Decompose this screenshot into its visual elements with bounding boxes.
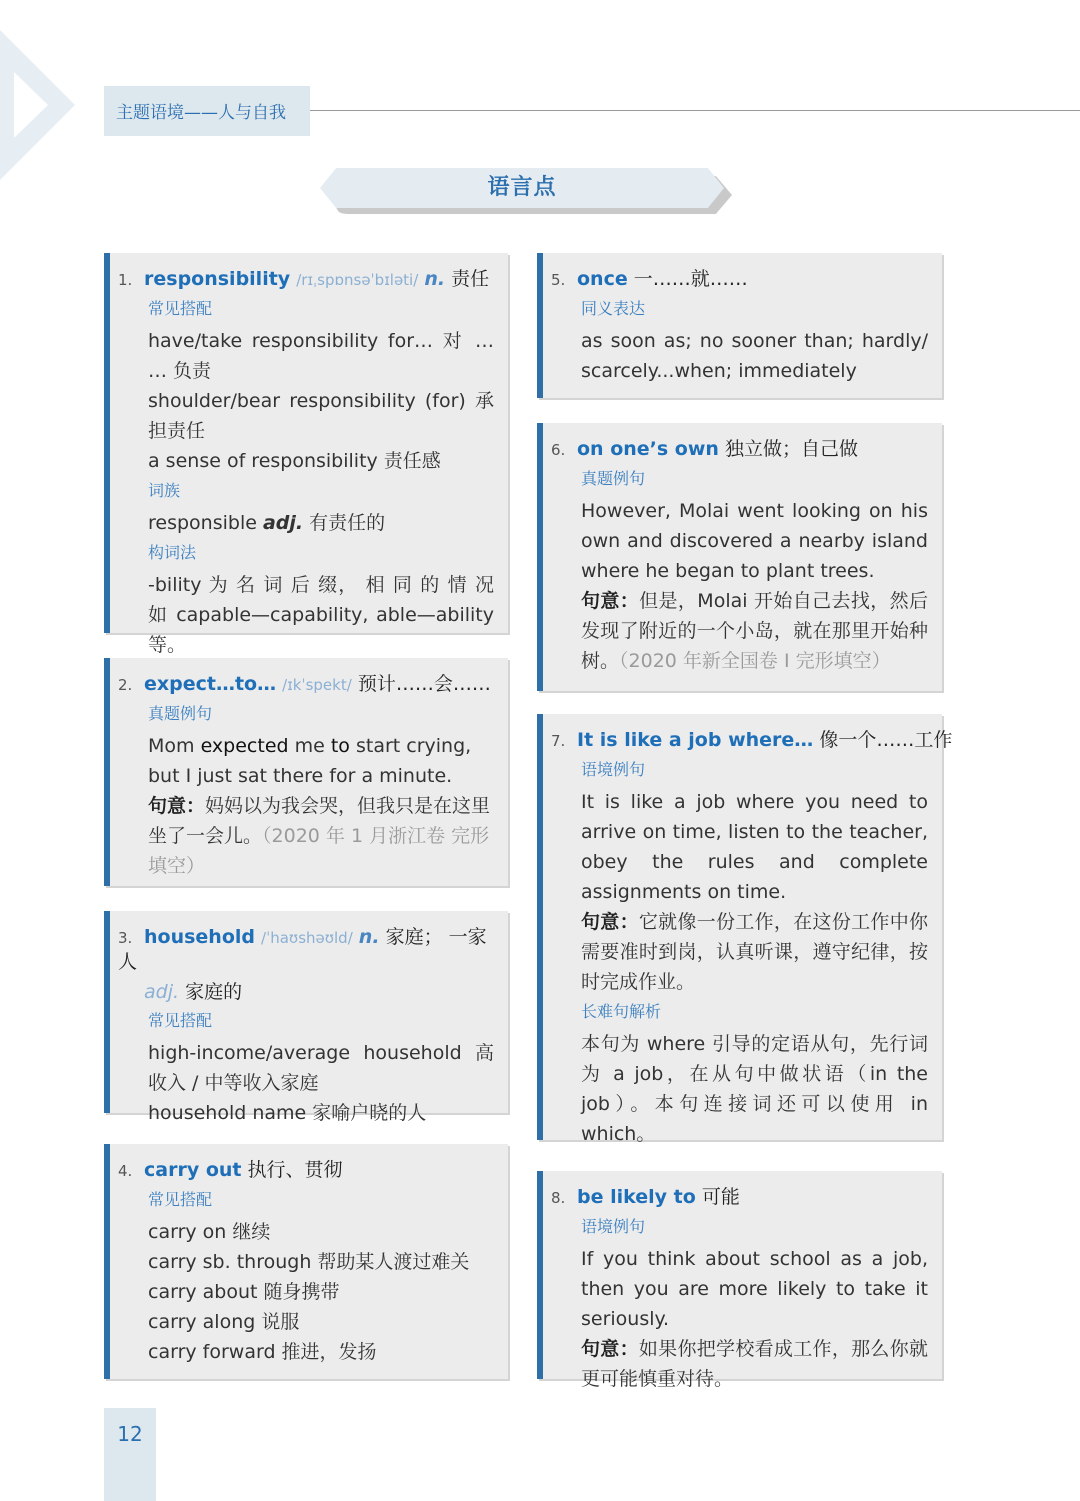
word-formation: -bility 为 名 词 后 缀， 相 同 的 情 况 如 capable—capability, able—ability 等。 <box>148 574 494 656</box>
meaning: 一……就…… <box>633 268 748 290</box>
collocation: shoulder/bear responsibility (for) 承担责任 <box>148 390 494 442</box>
text: 如果你把学校看成工作，那么你就更可能慎重对待。 <box>581 1338 928 1390</box>
entry-number: 6. <box>551 441 566 459</box>
vocab-card-3 <box>104 911 508 1124</box>
source: （2020 年 1 月浙江卷 完形填空） <box>148 825 490 877</box>
text: 妈妈以为我会哭，但我只是在这里坐了一会儿。 <box>148 795 491 847</box>
example-sentence: It is like a job where you need to arrive on time, listen to the teacher, obey the rules and complete assignments on time. <box>581 791 928 903</box>
phonetic: /ˈhaʊshəʊld/ <box>261 929 353 947</box>
collocation: household name 家喻户晓的人 <box>148 1102 427 1124</box>
entry-number: 5. <box>551 271 566 289</box>
vocab-card-2 <box>104 658 508 886</box>
meaning: 像一个……工作 <box>819 729 953 751</box>
translation-label: 句意： <box>581 911 639 933</box>
entry-heading <box>118 267 494 292</box>
translation-label: 句意： <box>148 795 206 817</box>
entry-keyword: responsibility <box>144 268 291 290</box>
example-sentence <box>148 731 494 791</box>
subheading: 真题例句 <box>148 704 213 723</box>
entry-number: 7. <box>551 732 566 750</box>
phonetic: /rɪˌspɒnsəˈbɪləti/ <box>296 271 419 289</box>
entry-heading <box>551 267 928 292</box>
subheading: 真题例句 <box>581 469 646 488</box>
translation <box>148 791 494 881</box>
word-form: responsible <box>148 512 263 534</box>
vocab-card-7 <box>537 714 953 1145</box>
entry-number: 2. <box>118 676 133 694</box>
entry-heading <box>118 925 494 1004</box>
text: Mom <box>148 735 201 757</box>
header-title: 主题语境——人与自我 <box>116 103 286 123</box>
word-meaning: 有责任的 <box>303 512 386 534</box>
source: （2020 年新全国卷 I 完形填空） <box>619 650 891 672</box>
subheading: 语境例句 <box>581 760 646 779</box>
entry-number: 1. <box>118 271 133 289</box>
part-of-speech: adj. <box>144 981 180 1003</box>
entry-keyword: on one’s own <box>577 438 719 460</box>
translation <box>581 586 928 676</box>
page-number: 12 <box>117 1422 143 1446</box>
subheading: 常见搭配 <box>148 299 213 318</box>
collocation: carry about 随身携带 <box>148 1281 340 1303</box>
translation-label: 句意： <box>581 590 640 612</box>
sentence-analysis: 本句为 where 引导的定语从句，先行词为 a job，在从句中做状语（in the job）。本句连接词还可以使用 in which。 <box>581 1033 928 1145</box>
example-sentence: If you think about school as a job, then you are more likely to take it seriously. <box>581 1248 928 1330</box>
part-of-speech: n. <box>424 268 446 290</box>
meaning: 独立做；自己做 <box>724 438 858 460</box>
collocation: carry along 说服 <box>148 1311 300 1333</box>
entry-heading <box>551 728 953 753</box>
part-of-speech: n. <box>358 926 380 948</box>
meaning: 执行、贯彻 <box>247 1159 343 1181</box>
part-of-speech: adj. <box>262 512 304 534</box>
phonetic: /ɪkˈspekt/ <box>282 676 352 694</box>
text: me <box>288 735 331 757</box>
subheading: 长难句解析 <box>581 1002 662 1021</box>
entry-number: 3. <box>118 929 133 947</box>
translation <box>581 907 928 997</box>
entry-keyword: be likely to <box>577 1186 696 1208</box>
collocation: carry forward 推进，发扬 <box>148 1341 377 1363</box>
entry-keyword: household <box>144 926 255 948</box>
example-sentence: However, Molai went looking on his own and discovered a nearby island where he began to plant trees. <box>581 500 928 582</box>
subheading: 常见搭配 <box>148 1190 213 1209</box>
translation-label: 句意： <box>581 1338 639 1360</box>
translation <box>581 1334 928 1394</box>
header-divider <box>310 110 1080 111</box>
meaning: 家庭； 一家人 <box>118 926 487 973</box>
section-title: 语言点 <box>487 175 557 200</box>
entry-number: 4. <box>118 1162 133 1180</box>
keyword-highlight: to <box>330 735 350 757</box>
keyword-highlight: expected <box>200 735 289 757</box>
synonym-list: as soon as; no sooner than; hardly/ scarcely...when; immediately <box>581 330 928 382</box>
collocation: high-income/average household 高收入 / 中等收入家庭 <box>148 1042 494 1094</box>
subheading: 常见搭配 <box>148 1011 213 1030</box>
vocab-card-8 <box>537 1171 942 1390</box>
entry-keyword: once <box>577 268 628 290</box>
subheading: 词族 <box>148 481 181 500</box>
subheading: 语境例句 <box>581 1217 646 1236</box>
text: 它就像一份工作，在这份工作中你需要准时到岗，认真听课，遵守纪律，按时完成作业。 <box>581 911 928 993</box>
corner-triangle-decoration <box>0 30 80 180</box>
vocab-card-4 <box>104 1144 508 1379</box>
meaning: 预计……会…… <box>357 673 491 695</box>
collocation: a sense of responsibility 责任感 <box>148 450 441 472</box>
entry-number: 8. <box>551 1189 566 1207</box>
meaning: 可能 <box>701 1186 740 1208</box>
collocation: carry on 继续 <box>148 1221 271 1243</box>
vocab-card-6 <box>537 423 942 691</box>
collocation: carry sb. through 帮助某人渡过难关 <box>148 1251 470 1273</box>
entry-heading <box>118 1158 494 1183</box>
vocab-card-5 <box>537 253 942 398</box>
entry-heading <box>551 1185 928 1210</box>
word-family <box>148 508 494 538</box>
text: 但是，Molai 开始自己去找，然后发现了附近的一个小岛，就在那里开始种树。 <box>581 590 928 672</box>
entry-keyword: expect…to… <box>144 673 277 695</box>
meaning: 责任 <box>451 268 490 290</box>
entry-heading <box>551 437 928 462</box>
subheading: 同义表达 <box>581 299 646 318</box>
entry-keyword: carry out <box>144 1159 242 1181</box>
collocation: have/take responsibility for… 对 … … 负责 <box>148 330 494 382</box>
vocab-card-1 <box>104 253 508 656</box>
meaning: 家庭的 <box>185 981 243 1003</box>
entry-heading <box>118 672 494 697</box>
subheading: 构词法 <box>148 543 197 562</box>
entry-keyword: It is like a job where… <box>577 729 814 751</box>
text: start crying, but I just sat there for a minute. <box>148 735 472 787</box>
